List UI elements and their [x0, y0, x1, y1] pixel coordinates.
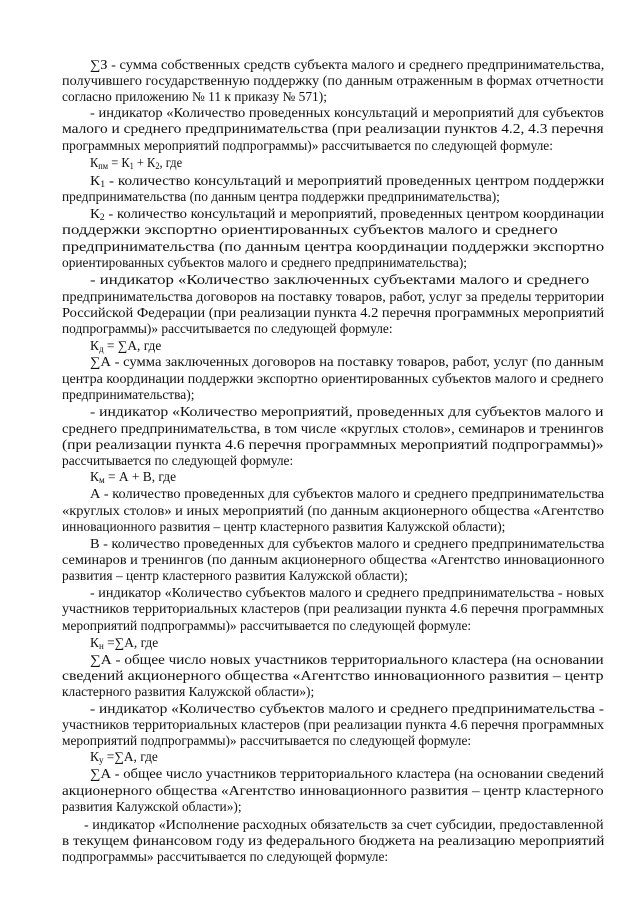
- text-line: А - количество проведенных для субъектов малого и среднего предпринимательства: [90, 486, 605, 501]
- text-line: - индикатор «Количество проведенных консультаций и мероприятий для субъектов: [90, 105, 604, 120]
- text-line: развития – центр кластерного развития Калужской области);: [62, 568, 408, 583]
- text-line: ∑А - общее число участников территориального кластера (на основании сведений: [90, 766, 604, 781]
- text-line: кластерного развития Калужской области»);: [62, 684, 315, 699]
- text-line: мероприятий подпрограммы)» рассчитывается по следующей формуле:: [62, 618, 472, 633]
- text-line: ориентированных субъектов малого и среднего предпринимательства);: [62, 255, 468, 270]
- text-line: участников территориальных кластеров (при реализации пункта 4.6 перечня программных: [62, 601, 604, 616]
- text-line: Российской Федерации (при реализации пункта 4.2 перечня программных мероприятий: [62, 305, 605, 320]
- text-line: подпрограммы» рассчитывается по следующей формуле:: [62, 849, 389, 864]
- text-line: ∑З - сумма собственных средств субъекта малого и среднего предпринимательства,: [90, 57, 605, 72]
- text-line: центра координации поддержки экспортно ориентированных субъектов малого и среднего: [62, 371, 604, 386]
- text-line: $К_н =\sum А$, где: [90, 635, 159, 651]
- text-line: инновационного развития – центр кластерного развития Калужской области);: [62, 519, 506, 534]
- text-line: участников территориальных кластеров (при реализации пункта 4.6 перечня программных: [62, 717, 604, 732]
- text-line: развития Калужской области»);: [62, 799, 242, 814]
- text-line: в текущем финансовом году из федерального бюджета на реализацию мероприятий: [62, 833, 605, 848]
- text-line: согласно приложению № 11 к приказу № 571);: [62, 89, 327, 104]
- text-line: ∑А - сумма заключенных договоров на поставку товаров, работ, услуг (по данным: [90, 354, 604, 369]
- text-line: $К_1$ - количество консультаций и мероприятий проведенных центром поддержки: [90, 173, 605, 189]
- text-line: поддержки экспортно ориентированных субъектов малого и среднего: [62, 222, 558, 237]
- text-line: подпрограммы)» рассчитывается по следующей формуле:: [62, 321, 393, 336]
- text-line: семинаров и тренингов (по данным акционерного общества «Агентство инновационного: [62, 552, 605, 567]
- text-line: $К_у =\sum А$, где: [90, 749, 158, 765]
- text-line: (при реализации пункта 4.6 перечня программных мероприятий подпрограммы)»: [62, 437, 604, 452]
- text-line: малого и среднего предпринимательства (при реализации пунктов 4.2, 4.3 перечня: [62, 121, 604, 136]
- text-line: рассчитывается по следующей формуле:: [62, 453, 294, 468]
- text-line: ∑А - общее число новых участников территориального кластера (на основании: [90, 652, 604, 667]
- text-line: - индикатор «Количество заключенных субъектами малого и среднего: [90, 272, 590, 287]
- text-line: получившего государственную поддержку (по данным отраженным в формах отчетности: [62, 73, 604, 88]
- text-line: предпринимательства (по данным центра поддержки предпринимательства);: [62, 189, 500, 204]
- text-line: программных мероприятий подпрограммы)» рассчитывается по следующей формуле:: [62, 138, 553, 153]
- text-line: - индикатор «Исполнение расходных обязательств за счет субсидии, предоставленной: [84, 817, 604, 832]
- text-line: - индикатор «Количество субъектов малого и среднего предпринимательства - новых: [90, 585, 605, 600]
- text-line: - индикатор «Количество субъектов малого и среднего предпринимательства -: [90, 701, 604, 716]
- text-line: акционерного общества «Агентство инновационного развития – центр кластерного: [62, 783, 604, 798]
- text-line: мероприятий подпрограммы)» рассчитывается по следующей формуле:: [62, 733, 472, 748]
- text-line: В - количество проведенных для субъектов малого и среднего предпринимательства: [90, 536, 605, 551]
- text-line: $К_д = \sum А$, где: [90, 338, 162, 354]
- text-line: $К_2$ - количество консультаций и мероприятий, проведенных центром координации: [90, 206, 605, 222]
- text-line: - индикатор «Количество мероприятий, проведенных для субъектов малого и: [90, 404, 604, 419]
- text-line: предпринимательства);: [62, 387, 195, 402]
- text-line: «круглых столов» и иных мероприятий (по данным акционерного общества «Агентство: [62, 503, 605, 518]
- text-line: сведений акционерного общества «Агентство инновационного развития – центр: [62, 668, 604, 683]
- text-line: предпринимательства договоров на поставку товаров, работ, услуг за пределы территории: [62, 289, 605, 304]
- text-line: $К_м = А + В$, где: [90, 469, 177, 485]
- text-line: предпринимательства (по данным центра координации поддержки экспортно: [62, 239, 605, 254]
- text-line: среднего предпринимательства, в том числе «круглых столов», семинаров и тренингов: [62, 421, 604, 436]
- text-line: $К_{пм} = К_1 + К_2$, где: [90, 155, 183, 171]
